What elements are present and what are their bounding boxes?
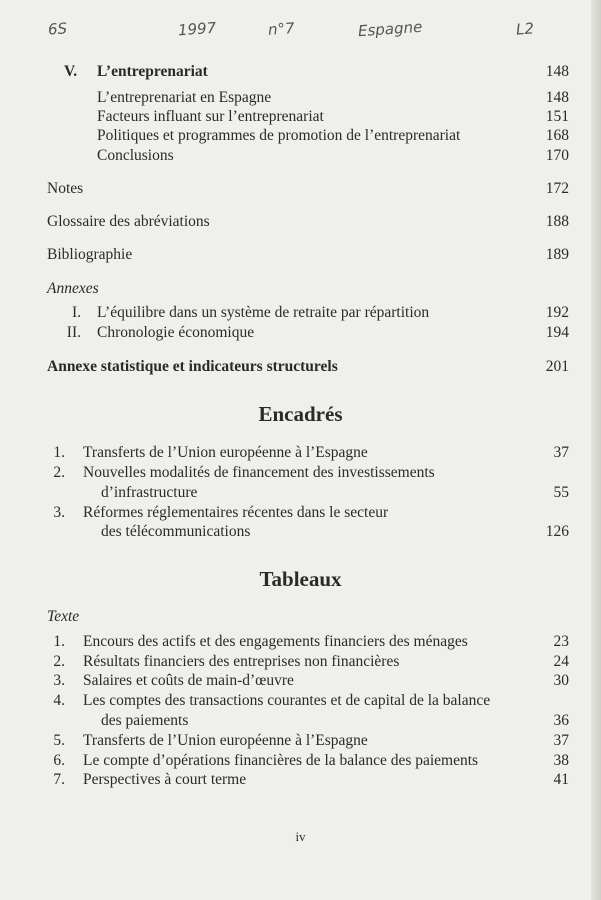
handwriting-1: 6S [47, 19, 68, 39]
entry-text: Notes [47, 180, 84, 197]
entry-text: Bibliographie [47, 246, 133, 263]
entry-number: I. [71, 304, 81, 321]
entry-page: 172 [545, 180, 569, 197]
section-title: L’entreprenariat [97, 63, 208, 80]
entry-text-continued: des paiements [101, 712, 189, 729]
handwritten-annotation [40, 17, 581, 54]
entry-number: II. [66, 324, 81, 341]
encadres-heading: Encadrés [258, 402, 343, 426]
entry-page: 188 [545, 213, 569, 230]
entry-page: 41 [553, 771, 569, 788]
entry-text: Le compte d’opérations financières de la balance des paiements [83, 752, 479, 769]
entry-page: 24 [553, 653, 569, 670]
entry-number: 1. [53, 444, 65, 461]
entry-page: 189 [545, 246, 569, 263]
entry-number: 2. [53, 653, 65, 670]
entry-page: 38 [553, 752, 569, 769]
entry-text-continued: d’infrastructure [101, 484, 198, 501]
entry-text: L’entreprenariat en Espagne [97, 89, 272, 106]
entry-text: Les comptes des transactions courantes et de capital de la balance [83, 692, 491, 709]
entry-text: Glossaire des abréviations [47, 213, 210, 230]
entry-page: 37 [553, 444, 569, 461]
entry-number: 5. [53, 732, 65, 749]
entry-text: Conclusions [97, 147, 174, 164]
entry-page: 170 [545, 147, 569, 164]
entry-text: L’équilibre dans un système de retraite par répartition [97, 304, 430, 321]
page-edge-shadow [591, 0, 601, 900]
texte-label-text: Texte [47, 608, 80, 625]
entry-text: Résultats financiers des entreprises non financières [83, 653, 400, 670]
entry-page: 126 [545, 523, 569, 540]
entry-text: Transferts de l’Union européenne à l’Espagne [83, 444, 368, 461]
entry-number: 3. [53, 504, 65, 521]
entry-page: 36 [553, 712, 569, 729]
entry-text: Perspectives à court terme [83, 771, 247, 788]
entry-number: 2. [53, 464, 65, 481]
entry-number: 7. [53, 771, 65, 788]
tableaux-heading: Tableaux [259, 567, 342, 591]
page-number: iv [295, 829, 306, 844]
handwriting-5: L2 [515, 19, 535, 39]
entry-number: 6. [53, 752, 65, 769]
entry-text: Annexe statistique et indicateurs structurels [47, 358, 338, 375]
entry-text: Transferts de l’Union européenne à l’Espagne [83, 732, 368, 749]
entry-page: 168 [545, 127, 569, 144]
handwriting-2: 1997 [177, 18, 217, 40]
entry-page: 201 [545, 358, 569, 375]
section-numeral: V. [64, 63, 78, 80]
entry-text-continued: des télécommunications [101, 523, 251, 540]
annexes-label-text: Annexes [47, 280, 99, 297]
entry-page: 192 [545, 304, 569, 321]
entry-text: Réformes réglementaires récentes dans le secteur [83, 504, 389, 521]
entry-number: 1. [53, 633, 65, 650]
entry-number: 3. [53, 672, 65, 689]
entry-page: 37 [553, 732, 569, 749]
handwriting-3: n°7 [267, 19, 296, 39]
entry-page: 148 [545, 89, 569, 106]
entry-text: Chronologie économique [97, 324, 255, 341]
entry-text: Facteurs influant sur l’entreprenariat [97, 108, 324, 125]
entry-page: 23 [553, 633, 569, 650]
entry-page: 30 [553, 672, 569, 689]
entry-text: Politiques et programmes de promotion de l’entreprenariat [97, 127, 461, 144]
entry-text: Salaires et coûts de main-d’œuvre [83, 672, 294, 689]
entry-text: Nouvelles modalités de financement des investissements [83, 464, 435, 481]
entry-text: Encours des actifs et des engagements financiers des ménages [83, 633, 468, 650]
entry-page: 194 [545, 324, 569, 341]
entry-page: 151 [545, 108, 569, 125]
entry-page: 55 [553, 484, 569, 501]
section-page: 148 [545, 63, 569, 80]
handwriting-4: Espagne [357, 17, 423, 41]
entry-number: 4. [53, 692, 65, 709]
